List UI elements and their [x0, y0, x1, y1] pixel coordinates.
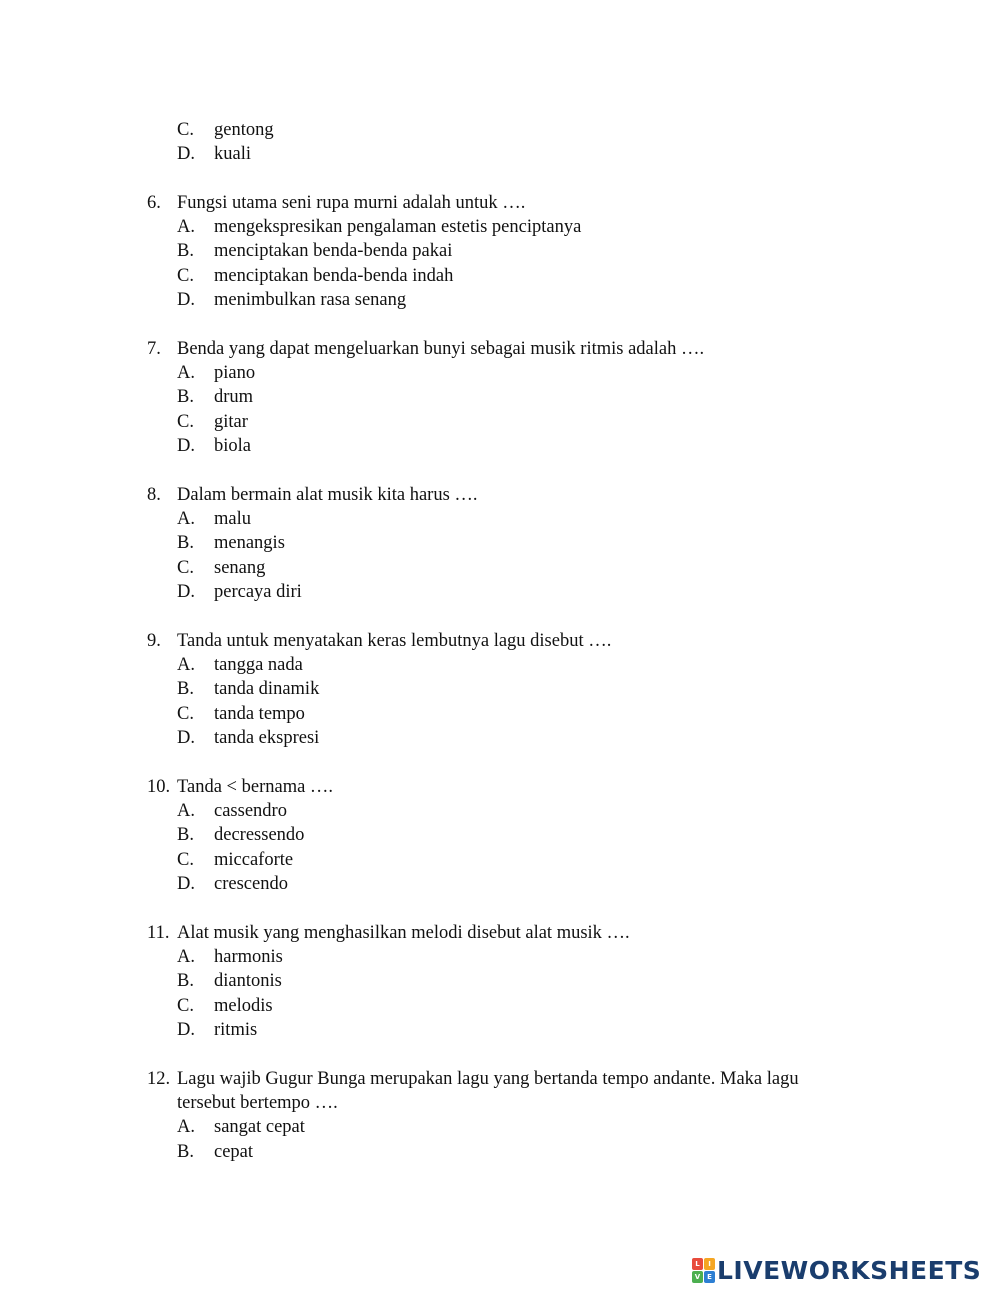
question-text-continued — [177, 1091, 338, 1115]
option-letter: D. — [177, 144, 195, 164]
option-text: miccaforte — [214, 850, 294, 870]
option-text: cassendro — [214, 801, 287, 821]
option-letter: B. — [177, 387, 194, 407]
option-text: tanda ekspresi — [214, 728, 320, 748]
option-letter: D. — [177, 582, 195, 602]
option-letter: C. — [177, 996, 194, 1016]
option-letter: A. — [177, 363, 195, 383]
option-text: kuali — [214, 144, 251, 164]
option-letter: B. — [177, 679, 194, 699]
option-text: melodis — [214, 996, 273, 1016]
liveworksheets-icon — [692, 1258, 714, 1282]
logo-tile: E — [704, 1271, 715, 1283]
question-number: 9. — [147, 631, 161, 651]
option-letter: A. — [177, 1117, 195, 1137]
option-text: sangat cepat — [214, 1117, 305, 1137]
option-letter: B. — [177, 1142, 194, 1162]
option-letter: C. — [177, 704, 194, 724]
option-text: biola — [214, 436, 251, 456]
option-letter: A. — [177, 655, 195, 675]
option-letter: C. — [177, 412, 194, 432]
liveworksheets-logo — [692, 1255, 981, 1285]
option-text: menciptakan benda-benda indah — [214, 266, 454, 286]
option-text: cepat — [214, 1142, 254, 1162]
question-text: Fungsi utama seni rupa murni adalah untuk …. — [177, 193, 526, 213]
option-letter: D. — [177, 290, 195, 310]
option-letter: C. — [177, 558, 194, 578]
option-text: percaya diri — [214, 582, 302, 602]
question-number: 10. — [147, 777, 171, 797]
option-letter: C. — [177, 850, 194, 870]
option-letter: A. — [177, 509, 195, 529]
option-letter: C. — [177, 266, 194, 286]
option-text: piano — [214, 363, 256, 383]
option-letter: D. — [177, 1020, 195, 1040]
question-text: Lagu wajib Gugur Bunga merupakan lagu yang bertanda tempo andante. Maka lagu — [177, 1069, 799, 1089]
question-text: Benda yang dapat mengeluarkan bunyi sebagai musik ritmis adalah …. — [177, 339, 705, 359]
option-text: tangga nada — [214, 655, 303, 675]
option-text: menangis — [214, 533, 285, 553]
question-text: Tanda < bernama …. — [177, 777, 334, 797]
option-letter: D. — [177, 874, 195, 894]
option-letter: B. — [177, 825, 194, 845]
option-letter: B. — [177, 971, 194, 991]
question-number: 7. — [147, 339, 161, 359]
option-letter: D. — [177, 436, 195, 456]
option-text: crescendo — [214, 874, 288, 894]
option-letter: D. — [177, 728, 195, 748]
option-letter: A. — [177, 801, 195, 821]
option-text: diantonis — [214, 971, 282, 991]
option-letter: A. — [177, 947, 195, 967]
question-text: Dalam bermain alat musik kita harus …. — [177, 485, 478, 505]
question-text-cont: tersebut bertempo …. — [177, 1093, 338, 1113]
option-text: mengekspresikan pengalaman estetis penciptanya — [214, 217, 582, 237]
question-text: Alat musik yang menghasilkan melodi disebut alat musik …. — [177, 923, 630, 943]
option-letter: B. — [177, 241, 194, 261]
logo-tile: I — [704, 1258, 715, 1270]
option-text: drum — [214, 387, 254, 407]
option-text: ritmis — [214, 1020, 258, 1040]
option-text: menimbulkan rasa senang — [214, 290, 407, 310]
option-letter: B. — [177, 533, 194, 553]
question-number: 11. — [147, 923, 170, 943]
option-text: menciptakan benda-benda pakai — [214, 241, 453, 261]
option-text: gentong — [214, 120, 274, 140]
logo-text: LIVEWORKSHEETS — [717, 1255, 982, 1285]
option-letter: A. — [177, 217, 195, 237]
option-text: gitar — [214, 412, 248, 432]
question-text: Tanda untuk menyatakan keras lembutnya lagu disebut …. — [177, 631, 612, 651]
option-text: decressendo — [214, 825, 305, 845]
question-number: 6. — [147, 193, 161, 213]
option-text: tanda dinamik — [214, 679, 320, 699]
question-number: 8. — [147, 485, 161, 505]
option-letter: C. — [177, 120, 194, 140]
logo-tile: L — [692, 1258, 703, 1270]
logo-tile: V — [692, 1271, 703, 1283]
option-text: harmonis — [214, 947, 283, 967]
option-text: senang — [214, 558, 266, 578]
option-text: malu — [214, 509, 251, 529]
option-text: tanda tempo — [214, 704, 305, 724]
question-number: 12. — [147, 1069, 171, 1089]
